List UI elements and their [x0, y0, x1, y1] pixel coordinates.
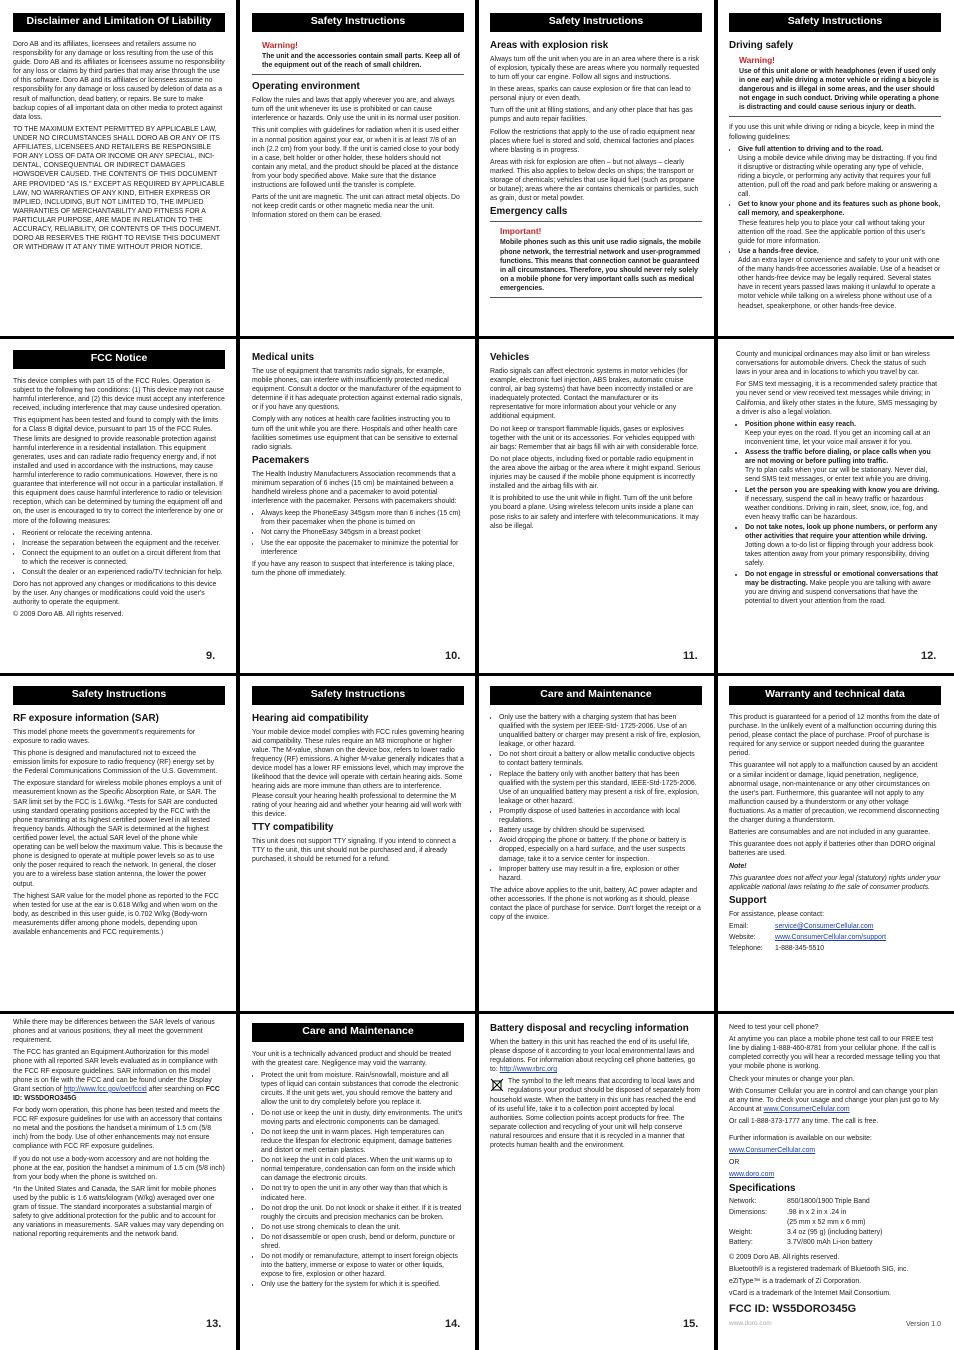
website-link[interactable]: www.ConsumerCellular.com/support [775, 933, 887, 941]
item-text: Keep your eyes on the road. If you get an incoming call at an inconvenient time, let your voice mail answer it for you. [745, 429, 931, 446]
item-text: These features help you to place your call without taking your attention off the road. See the applicable portion of this user's guide for more information. [738, 219, 925, 245]
section-title: Medical units [252, 352, 315, 363]
section-header: FCC Notice [13, 350, 225, 369]
panel-vehicles [490, 350, 702, 650]
telephone-label: Telephone: [729, 945, 763, 953]
panel-hearing-aid [252, 686, 464, 1008]
paragraph: If you do not use a body-worn accessory and are not holding the phone at the ear, position the handset a minimum of 1.5 cm (5/8 inch) from your body when the phone is switched on. [13, 1155, 225, 1181]
paragraph: County and municipal ordinances may also limit or ban wireless conversations for automobile drivers. Check the status of such laws in your area and in locations to which you travel by car. [736, 351, 930, 377]
paragraph: TO THE MAXIMUM EXTENT PERMITTED BY APPLICABLE LAW, UNDER NO CIRCUMSTANCES SHALL DORO AB OR ANY OF ITS AFFILIATES, LICENSEES AND RETAILERS BE RESPONSIBLE FOR ANY LOSS OF DATA OR INCOME OR ANY SPECIAL, INCI-DENTAL, CONSEQUENTIAL OR INDIRECT DAMAGES HOWSOEVER CAUSED. THE CONTENTS OF THIS DOCUMENT ARE PROVIDED "AS IS." EXCEPT AS REQUIRED BY APPLICABLE LAW, NO WARRANTIES OF ANY KIND, EITHER EXPRESS OR IMPLIED, INCLUDING, BUT NOT LIMITED TO, THE IMPLIED WARRANTIES OF MERCHANTABILITY AND FITNESS FOR A PARTICULAR PURPOSE, ARE MADE IN RELATION TO THE ACCURACY, RELIABILITY, OR CONTENTS OF THIS DOCUMENT. DORO AB RESERVES THE RIGHT TO REVISE THIS DOCUMENT OR WITHDRAW IT AT ANY TIME WITHOUT PRIOR NOTICE. [13, 125, 225, 252]
fold-line [0, 1011, 954, 1014]
bullet-list [252, 509, 464, 557]
bullet-list [252, 1071, 464, 1290]
list-item: • Do not use strong chemicals to clean the unit. [261, 1223, 464, 1232]
paragraph [490, 1077, 702, 1150]
list-item: • Do not keep the unit in cold places. When the unit warms up to normal temperature, condensation can form on the inside which can damage the electronic circuits. [261, 1156, 464, 1183]
text: The symbol to the left means that according to local laws and regulations your product should be disposed of separately from household waste. When the battery in this unit has reached the end of its useful life, take it to a collection point accepted by local authorities. Some collection points accept products for free. The separate collection and recycling of your unit will help conserve natural resources and ensure that it is recycled in a manner that protects human health and the environment. [490, 1078, 701, 1150]
list-item: • Do not drop the unit. Do not knock or shake it either. If it is treated roughly the circuits and precision mechanics can be broken. [261, 1204, 464, 1222]
panel-warranty [729, 686, 941, 1008]
paragraph: Follow the restrictions that apply to the use of radio equipment near places where fuel is stored and sold, chemical factories and places where blasting is in progress. [490, 128, 696, 154]
list-item: • Improper battery use may result in a fire, explosion or other hazard. [499, 865, 702, 883]
paragraph: Doro AB and its affiliates, licensees and retailers assume no responsibility for any damage or loss resulting from the use of this guide. Doro AB and its affiliates or licensees assume no responsibility for any loss or claims by third parties that may arise through the use of this software. Doro AB and its affiliates or licensees assume no responsibility for any damage or loss caused by deletion of data as a result of malfunction, dead battery, or repairs. Be sure to make backup copies of all important data on other media to protect against data loss. [13, 40, 225, 121]
paragraph: *In the United States and Canada, the SAR limit for mobile phones used by the public is 1.6 watts/kilogram (W/kg) averaged over one gram of tissue. The standard incorporates a substantial margin of safety to give additional protection for the public and to account for any variations in measurements. SAR values may vary depending on national reporting requirements and the network band. [13, 1185, 224, 1239]
text: after searching on [148, 1085, 204, 1093]
doro-url-footer: www.doro.com [729, 1319, 772, 1327]
warning-title: Warning! [262, 39, 298, 50]
list-item [745, 523, 941, 569]
warning-text: Use of this unit alone or with headphones (even if used only in one ear) while driving a motor vehicle or riding a bicycle is dangerous and is illegal in some areas, and the user should not engage in such conduct. Driving while operating a phone is distracting and could cause serious injury or death. [739, 67, 939, 112]
panel-care-1 [252, 1023, 464, 1323]
paragraph: The Health Industry Manufacturers Association recommends that a minimum separation of 6 inches (15 cm) be maintained between a handheld wireless phone and a pacemaker to avoid potential interference with the pacemaker. Persons with pacemakers should: [252, 470, 457, 506]
spec-value: (25 mm x 52 mm x 6 mm) [787, 1218, 866, 1226]
paragraph: Need to test your cell phone? [729, 1024, 819, 1031]
panel-battery-disposal [490, 1021, 702, 1311]
text: When the battery in this unit has reached the end of its useful life, please dispose of it according to your local environmental laws and regulations. For information about recycling cell phone batteries, go to: [490, 1038, 696, 1074]
list-item: • Not carry the PhoneEasy 345gsm in a breast pocket [261, 528, 464, 537]
telephone-value: 1-888-345-5510 [775, 945, 825, 953]
panel-driving-cont [729, 350, 941, 648]
item-title: Let the person you are speaking with know you are driving. [745, 486, 940, 494]
panel-driving [729, 13, 941, 333]
item-title: Get to know your phone and its features such as phone book, call memory, and speakerphone. [738, 201, 941, 218]
paragraph: This unit complies with guidelines for radiation when it is used either in a normal position against your ear, or when it is at least 7/8 of an inch (2.2 cm) from your body. If the unit is carried close to your body in a case, belt holder or other holder, these holders should not contain any metal, and the product should be placed at the distance from your body specified above. Make sure that the distance instructions are followed until the transfer is complete. [252, 127, 460, 190]
spec-table [729, 1197, 941, 1247]
item-text: If necessary, suspend the call in heavy traffic or hazardous weather conditions. Driving in rain, sleet, snow, ice, fog, and even heavy traffic can be hazardous. [745, 495, 928, 521]
list-item: • Battery usage by children should be supervised. [499, 826, 702, 835]
item-text: Make people you are talking with aware you are driving and suspend conversations that have the potential to divert your attention from the road. [745, 579, 931, 605]
paragraph: For SMS text messaging, it is a recommended safety practice that you never send or view received text messages while driving; in California, and likely other states in the future, SMS messaging by a driver is also a legal violation. [736, 381, 938, 416]
section-header: Safety Instructions [13, 686, 225, 705]
list-item: • Replace the battery only with another battery that has been qualified with the system per this standard, IEEE-Std-1725-2006. Use of an unqualified battery may present a risk of fire, explosion, leakage or other hazard. [499, 770, 702, 806]
paragraph: The highest SAR value for the model phone as reported to the FCC when tested for use at the ear is 0.618 W/kg and when worn on the body, as described in this user guide, is 0.702 W/kg (Body-worn measurements differ among phone models, depending upon available enhancements and FCC requirements.) [13, 892, 219, 937]
paragraph: Turn off the unit at filling stations, and any other place that has gas pumps and auto repair facilities. [490, 107, 693, 124]
or-text: OR [729, 1159, 740, 1167]
page-number: 9. [206, 650, 216, 662]
item-text: Using a mobile device while driving may be distracting. If you find it disruptive or distracting while operating any type of vehicle, riding a bicycle, or performing any activity that requires your full attention, pull off the road and park before making or answering a call. [738, 154, 938, 199]
list-item: • Protect the unit from moisture. Rain/snowfall, moisture and all types of liquid can contain substances that corrode the electronic circuits. If the unit gets wet, you should remove the battery and allow the unit to dry completely before you replace it. [261, 1071, 464, 1107]
paragraph: Your unit is a technically advanced product and should be treated with the greatest care. Negligence may void the warranty. [252, 1050, 451, 1067]
list-item: • Promptly dispose of used batteries in accordance with local regulations. [499, 807, 702, 825]
list-item: • Do not use or keep the unit in dusty, dirty environments. The unit's moving parts and electronic components can be damaged. [261, 1109, 464, 1127]
section-header: Safety Instructions [252, 686, 464, 705]
paragraph: This unit does not support TTY signaling. If you intend to connect a TTY to the unit, this unit should not be purchased and, if already purchased, it should be returned for a refund. [252, 837, 456, 864]
section-title: Vehicles [490, 352, 530, 363]
paragraph: In these areas, sparks can cause explosion or fire that can lead to personal injury or even death. [490, 86, 691, 103]
list-item [738, 247, 941, 311]
fcc-link[interactable]: http://www.fcc.gov/oet/fccid [63, 1085, 147, 1093]
paragraph: The advice above applies to the unit, battery, AC power adapter and other accessories. If the phone is not working as it should, please contact the place of purchase for service. Don't forget the receipt or a copy of the invoice. [490, 886, 701, 922]
paragraph: Your mobile device model complies with FCC rules governing hearing aid compatibility. These rules require an M3 microphone or higher value. The M-value, shown on the device box, refers to lower radio frequency (RF) emissions. A higher M-value generally indicates that a device model has a lower RF emissions level, which may improve the likelihood that the device will operate with certain hearing aids. Some hearing aids are more immune than others are to interference. Please consult your hearing health professional to determine the M rating of your hearing aid and whether your hearing aid will work with this device. [252, 728, 464, 818]
page-number: 14. [445, 1318, 461, 1330]
item-title: Use a hands-free device. [738, 247, 819, 255]
trademark: vCard is a trademark of the Internet Mail Consortium. [729, 1290, 891, 1298]
paragraph: This model phone meets the government's requirements for exposure to radio waves. [13, 728, 196, 745]
email-link[interactable]: service@ConsumerCellular.com [775, 922, 874, 930]
text: With Consumer Cellular you are in control and can change your plan at any time. To check your usage and change your plan just go to My Account at [729, 1087, 939, 1113]
list-item: • Avoid dropping the phone or battery. If the phone or battery is dropped, especially on a hard surface, and the user suspects damage, take it to a service center for inspection. [499, 836, 702, 863]
section-header: Warranty and technical data [729, 686, 941, 705]
paragraph: This guarantee will not apply to a malfunction caused by an accident or a similar incident or damage, liquid penetration, negligence, abnormal usage, non-maintenance or any other circumstances on the user's part. Furthermore, this guarantee will not apply to any malfunction caused by a thunderstorm or any other voltage fluctuations. As a matter of precaution, we recommend disconnecting the charger during a thunderstorm. [729, 762, 940, 825]
page-number: 10. [445, 650, 461, 662]
list-item [745, 420, 941, 447]
important-title: Important! [500, 226, 542, 237]
list-item: • Do not short circuit a battery or allow metallic conductive objects to contact battery terminals. [499, 750, 702, 768]
spec-key: Weight: [729, 1228, 753, 1236]
section-title: Operating environment [252, 81, 360, 93]
paragraph: This phone is designed and manufactured not to exceed the emission limits for exposure to radio frequency (RF) energy set by the Federal Communications Commission of the U.S. Government. [13, 750, 218, 776]
paragraph: Follow the rules and laws that apply wherever you are, and always turn off the unit whenever its use is prohibited or can cause interference or hazards. Only use the unit in its normal user position. [252, 97, 461, 123]
item-text: Add an extra layer of convenience and safety to your unit with one of the many hands-free accessories available. Use of a headset or other hands-free device may be legally required. Several states have in recent years passed laws making it unlawful to operate a motor vehicle while talking on a wireless phone without use of a headset, speakerphone, or other hands-free device. [738, 256, 941, 310]
list-item: • Increase the separation between the equipment and the receiver. [22, 539, 225, 548]
email-label: Email: [729, 922, 749, 930]
panel-explosion [490, 13, 702, 333]
item-title: Assess the traffic before dialing, or place calls when you are not moving or before pulling into traffic. [745, 449, 931, 466]
note-title: Note! [729, 862, 747, 870]
paragraph: Always turn off the unit when you are in an area where there is a risk of explosion, typically these are areas where you normally requested to turn off your car engine. Follow all signs and instructions. [490, 55, 700, 81]
section-title: Support [729, 894, 767, 906]
section-title: Driving safely [729, 39, 794, 51]
page-number: 15. [683, 1318, 699, 1330]
paragraph: At anytime you can place a mobile phone test call to our FREE test line by dialing 1-888-460-8781 from your cellular phone. If the call is completed correctly you will hear a recorded message telling you that your mobile phone is working. [729, 1036, 941, 1071]
website-link[interactable]: www.ConsumerCellular.com [729, 1147, 816, 1155]
paragraph: If you have any reason to suspect that interference is taking place, turn the phone off immediately. [252, 560, 455, 577]
website-label: Website: [729, 933, 756, 941]
section-header: Safety Instructions [729, 13, 941, 32]
warning-text: The unit and the accessories contain small parts. Keep all of the equipment out of the reach of small children. [262, 52, 460, 70]
section-title: Emergency calls [490, 206, 702, 222]
list-item: • Do not keep the unit in warm places. High temperatures can reduce the lifespan for electronic equipment, damage batteries and distort or melt certain plastics. [261, 1128, 464, 1155]
section-title: TTY compatibility [252, 821, 334, 833]
list-item: • Do not modify or remanufacture, attempt to insert foreign objects into the battery, immerse or expose to water or other liquids, expose to fire, explosion or other hazard. [261, 1252, 464, 1279]
paragraph: For assistance, please contact: [729, 910, 824, 918]
list-item: • Always keep the PhoneEasy 345gsm more than 6 inches (15 cm) from their pacemaker when the phone is turned on [261, 509, 464, 527]
paragraph [729, 1087, 941, 1114]
panel-rf-exposure-cont [13, 1018, 225, 1318]
list-item [745, 486, 941, 522]
paragraph: This guarantee does not apply if batteries other than DORO original batteries are used. [729, 841, 936, 858]
fold-line [0, 336, 954, 339]
fcc-id: FCC ID: WS5DORO345G [729, 1303, 857, 1316]
section-title: Hearing aid compatibility [252, 712, 369, 724]
page-number: 11. [683, 650, 698, 662]
page-number: 12. [921, 650, 937, 662]
panel-tech-data [729, 1023, 941, 1341]
warning-box [729, 55, 941, 118]
section-header: Safety Instructions [252, 13, 464, 32]
section-title: RF exposure information (SAR) [13, 712, 159, 724]
spec-value: 3.7V/800 mAh Li-ion battery [787, 1238, 873, 1246]
paragraph: This equipment has been tested and found to comply with the limits for a Class B digital device, pursuant to part 15 of the FCC Rules. These limits are designed to provide reasonable protection against harmful interference in a residential installation. This equipment generates, uses and can radiate radio frequency energy and, if not installed and used in accordance with the instructions, may cause harmful interference to radio communications. However, there is no guarantee that interference will not occur in a particular installation. If this equipment does cause harmful interference to radio or television reception, which can be determined by turning the equipment off and on, the user is encouraged to try to correct the interference by one or more of the following measures: [13, 417, 223, 525]
list-item: • Do not disassemble or open crush, bend or deform, puncture or shred. [261, 1233, 464, 1251]
fcc-id: FCC ID: WS5DORO345G [13, 1085, 220, 1102]
fold-line [0, 673, 954, 676]
paragraph: Parts of the unit are magnetic. The unit can attract metal objects. Do not keep credit cards or other magnetic media near the unit. Information stored on them can be erased. [252, 194, 460, 220]
list-item [745, 570, 941, 606]
bullet-list [13, 529, 225, 578]
list-item: • Only use the battery for the system for which it is specified. [261, 1280, 464, 1289]
trademark: eZiType™ is a trademark of Zi Corporation. [729, 1278, 862, 1286]
spec-key: Network: [729, 1198, 757, 1206]
paragraph: Do not keep or transport flammable liquids, gases or explosives together with the unit or its accessories. For vehicles equipped with air bags: Remember that air bags fill with air with considerable force. [490, 425, 699, 451]
section-header: Care and Maintenance [252, 1023, 464, 1042]
spec-value: 850/1800/1900 Triple Band [787, 1198, 870, 1206]
panel-care-2 [490, 686, 702, 1008]
copyright: © 2009 Doro AB. All rights reserved. [729, 1254, 840, 1261]
section-title: Battery disposal and recycling information [490, 1023, 689, 1034]
item-title: Position phone within easy reach. [745, 420, 857, 428]
version-label: Version 1.0 [905, 1320, 941, 1328]
paragraph: Areas with risk for explosion are often – but not always – clearly marked. This also applies to below decks on ships; the transport or storage of chemicals; vehicles that use liquid fuel (such as propane or butane); areas where the air contains chemicals or particles, such as grain, dust or metal powder. [490, 158, 699, 203]
panel-rf-exposure [13, 686, 225, 1008]
warning-box [252, 40, 464, 75]
list-item: • Do not try to open the unit in any other way than that which is indicated here. [261, 1184, 464, 1202]
paragraph: The use of equipment that transmits radio signals, for example, mobile phones, can interfere with insufficiently protected medical equipment. Consult a doctor or the manufacturer of the equipment to determine if it has adequate protection against external radio signals, or if you have any questions. [252, 367, 463, 412]
rbrc-link[interactable]: http://www.rbrc.org [499, 1066, 558, 1074]
important-box [490, 226, 702, 298]
list-item: • Use the ear opposite the pacemaker to minimize the potential for interference [261, 539, 464, 557]
text: The FCC has granted an Equipment Authorization for this model phone with all reported SAR levels evaluated as in compliance with the FCC RF exposure guidelines. SAR information on this model phone is on file with the FCC and can be found under the Display Grant section of [13, 1049, 218, 1093]
panel-safety-1 [252, 13, 464, 333]
paragraph: The exposure standard for wireless mobile phones employs a unit of measurement known as the Specific Absorption Rate, or SAR. The SAR limit set by the FCC is 1.6W/kg. *Tests for SAR are conducted using standard operating positions accepted by the FCC with the phone transmitting at its highest certified power level in all tested frequency bands. Although the SAR is determined at the highest certified power level, the actual SAR level of the phone while operating can be well below the maximum value. This is because the phone is designed to operate at multiple power levels so as to use only the poser required to reach the network. In general, the closer you are to a wireless base station antenna, the lower the power output. [13, 780, 223, 888]
spec-value: 3.4 oz (95 g) (including battery) [787, 1228, 883, 1236]
support-contacts [729, 922, 941, 953]
paragraph: Comply with any notices at health care facilities instructing you to turn off the unit while you are there. Hospitals and other health care facilities sometimes use equipment that can be sensitive to external radio signals. [252, 416, 458, 451]
section-header: Disclaimer and Limitation Of Liability [13, 13, 225, 32]
list-item: • Reorient or relocate the receiving antenna. [22, 529, 225, 538]
paragraph: Batteries are consumables and are not included in any guarantee. [729, 829, 931, 837]
item-title: Do not take notes, look up phone numbers, or perform any other activities that require your attention while driving. [745, 523, 938, 541]
list-item [745, 448, 941, 484]
section-title: Areas with explosion risk [490, 39, 609, 51]
spec-key [729, 1218, 787, 1227]
paragraph: It is prohibited to use the unit while in flight. Turn off the unit before you board a plane. Using wireless telecom units inside a plane can pose risks to air safety and interfere with telecommunications. It may also be illegal. [490, 495, 699, 530]
footer-row [729, 1320, 941, 1329]
page-number: 13. [206, 1318, 222, 1330]
doro-link[interactable]: www.doro.com [729, 1171, 775, 1179]
item-title: Do not engage in stressful or emotional conversations that may be distracting. [745, 570, 938, 587]
bullet-list [736, 420, 941, 606]
panel-disclaimer [13, 13, 225, 333]
paragraph: Or call 1-888-373-1777 any time. The call is free. [729, 1117, 879, 1125]
list-item: • Connect the equipment to an outlet on a circuit different from that to which the receiver is connected. [22, 549, 225, 567]
crossed-bin-icon [490, 1078, 504, 1092]
spec-value: .98 in x 2 in x .24 in [787, 1208, 847, 1216]
list-item: • Consult the dealer or an experienced radio/TV technician for help. [22, 568, 225, 577]
spec-key: Battery: [729, 1238, 753, 1246]
section-header: Care and Maintenance [490, 686, 702, 705]
trademark: Bluetooth® is a registered trademark of Bluetooth SIG, inc. [729, 1266, 909, 1274]
bullet-list [729, 145, 941, 311]
section-title: Specifications [729, 1182, 796, 1194]
copyright: © 2009 Doro AB. All rights reserved. [13, 611, 124, 619]
list-item [738, 145, 941, 200]
important-text: Mobile phones such as this unit use radio signals, the mobile phone network, the terrestrial network and user-programmed functions. This means that connection cannot be guaranteed in all circumstances. Therefore, you should never rely solely on a mobile phone for very important calls such as medical emergencies. [500, 239, 702, 292]
paragraph [13, 1048, 225, 1103]
paragraph: Further information is available on our website: [729, 1135, 872, 1143]
paragraph: Do not place objects, including fixed or portable radio equipment in the area above the airbag or the area where it might expand. Serious injuries may be caused if the mobile phone equipment is incorrectly installed and the airbag fills with air. [490, 455, 701, 491]
warning-title: Warning! [739, 54, 775, 65]
bullet-list [490, 713, 702, 883]
section-title: Pacemakers [252, 454, 310, 466]
paragraph: Check your minutes or change your plan. [729, 1075, 855, 1083]
paragraph: For body worn operation, this phone has been tested and meets the FCC RF exposure guidelines for use with an accessory that contains no metal and the positions the handset a minimum of 1.5 cm (5/8 inch) from the body. Use of other enhancements may not ensure compliance with FCC RF exposure guidelines. [13, 1106, 223, 1151]
panel-medical [252, 350, 464, 650]
paragraph: If you use this unit while driving or riding a bicycle, keep in mind the following guidelines: [729, 124, 935, 141]
spec-key: Dimensions: [729, 1208, 767, 1216]
note-text: This guarantee does not affect your legal (statutory) rights under your applicable national laws relating to the sale of consumer products. [729, 874, 941, 891]
list-item [738, 200, 941, 246]
paragraph: While there may be differences between the SAR levels of various phones and at various positions, they all meet the government requirement. [13, 1019, 215, 1045]
paragraph: This device complies with part 15 of the FCC Rules. Operation is subject to the following two conditions: (1) This device may not cause harmful interference, and (2) this device must accept any interference received, including interference that may cause undesired operation. [13, 377, 225, 413]
account-link[interactable]: www.ConsumerCellular.com [763, 1105, 850, 1113]
paragraph: This product is guaranteed for a period of 12 months from the date of purchase. In the unlikely event of a malfunction occurring during this period, please contact the place of purchase. Proof of purchase is required for any service or support needed during the guarantee period. [729, 713, 940, 758]
paragraph [490, 1038, 702, 1074]
paragraph: Doro has not approved any changes or modifications to this device by the user. Any changes or modifications could void the user's authority to operate the equipment. [13, 581, 217, 607]
paragraph: Radio signals can affect electronic systems in motor vehicles (for example, electronic fuel injection, ABS brakes, automatic cruise control, air bag systems) that have been incorrectly installed or are inadequately protected. Contact the manufacturer or its representative for more information about your vehicle or any additional equipment. [490, 367, 693, 421]
list-item: • Only use the battery with a charging system that has been qualified with the system per IEEE-Std- 1725-2006. Use of an unqualified battery or charger may present a risk of fire, explosion, leakage, or other hazard. [499, 713, 702, 749]
item-title: Give full attention to driving and to the road. [738, 145, 884, 153]
section-header: Safety Instructions [490, 13, 702, 32]
panel-fcc-notice [13, 350, 225, 668]
item-text: Jotting down a to-do list or flipping through your address book takes attention away from your primary responsibility, driving safely. [745, 542, 934, 568]
item-text: Try to plan calls when your car will be stationary. Never dial, send SMS text messages, or enter text while you are driving. [745, 467, 931, 484]
